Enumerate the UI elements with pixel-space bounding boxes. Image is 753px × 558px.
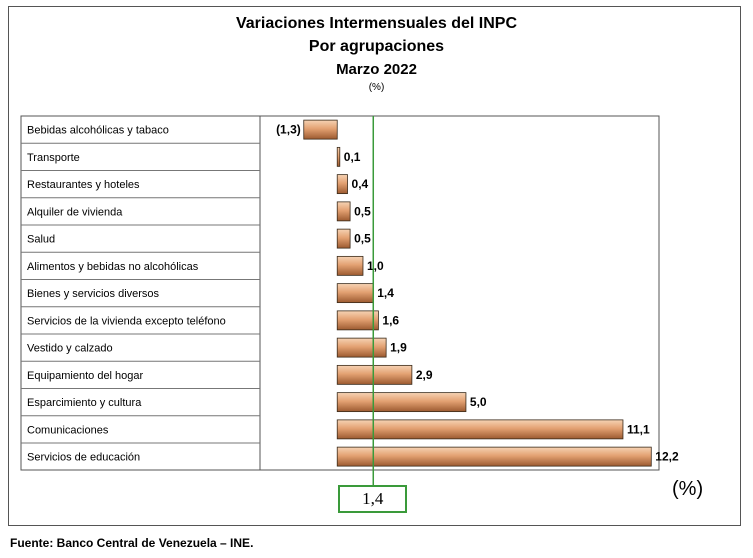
bar bbox=[337, 365, 412, 384]
category-label: Bebidas alcohólicas y tabaco bbox=[27, 124, 169, 137]
category-label: Vestido y calzado bbox=[27, 342, 113, 355]
value-label: 1,9 bbox=[390, 340, 407, 355]
value-label: 11,1 bbox=[626, 422, 650, 437]
value-label: 2,9 bbox=[415, 367, 433, 382]
bar bbox=[337, 393, 466, 412]
value-label: 0,5 bbox=[354, 231, 371, 246]
category-label: Transporte bbox=[27, 151, 80, 164]
value-label: 5,0 bbox=[469, 395, 487, 410]
category-label: Alimentos y bebidas no alcohólicas bbox=[27, 260, 199, 273]
category-label: Bienes y servicios diversos bbox=[27, 288, 160, 301]
reference-value-box: 1,4 bbox=[338, 485, 407, 513]
value-label: 0,4 bbox=[351, 177, 369, 192]
value-label: (1,3) bbox=[276, 122, 301, 137]
value-label: 0,1 bbox=[343, 149, 361, 164]
bar bbox=[337, 202, 350, 221]
category-label: Servicios de educación bbox=[27, 451, 141, 464]
category-label: Salud bbox=[27, 233, 56, 246]
bar bbox=[337, 447, 651, 466]
bar bbox=[304, 120, 337, 139]
category-label: Alquiler de vivienda bbox=[27, 206, 123, 219]
bar bbox=[337, 175, 347, 194]
value-label: 0,5 bbox=[354, 204, 371, 219]
bar bbox=[337, 311, 378, 330]
bar bbox=[337, 147, 340, 166]
source-note: Fuente: Banco Central de Venezuela – INE. bbox=[10, 536, 254, 550]
chart-title: Variaciones Intermensuales del INPC bbox=[235, 15, 517, 32]
bar bbox=[337, 420, 623, 439]
unit-label: (%) bbox=[672, 478, 704, 500]
bar bbox=[337, 229, 350, 248]
chart-unit-small: (%) bbox=[368, 82, 385, 93]
value-label: 1,6 bbox=[382, 313, 400, 328]
value-label: 1,4 bbox=[377, 286, 394, 301]
value-label: 12,2 bbox=[655, 449, 679, 464]
category-label: Servicios de la vivienda excepto teléfono bbox=[27, 315, 226, 328]
category-label: Equipamiento del hogar bbox=[27, 369, 144, 382]
bar bbox=[337, 284, 373, 303]
value-label: 1,0 bbox=[366, 258, 384, 273]
category-label: Comunicaciones bbox=[27, 424, 109, 437]
plot-area bbox=[260, 116, 659, 470]
chart-period: Marzo 2022 bbox=[336, 61, 417, 78]
chart-subtitle: Por agrupaciones bbox=[308, 38, 445, 55]
category-label: Restaurantes y hoteles bbox=[27, 179, 140, 192]
bar bbox=[337, 256, 363, 275]
bar bbox=[337, 338, 386, 357]
category-label: Esparcimiento y cultura bbox=[27, 397, 142, 410]
